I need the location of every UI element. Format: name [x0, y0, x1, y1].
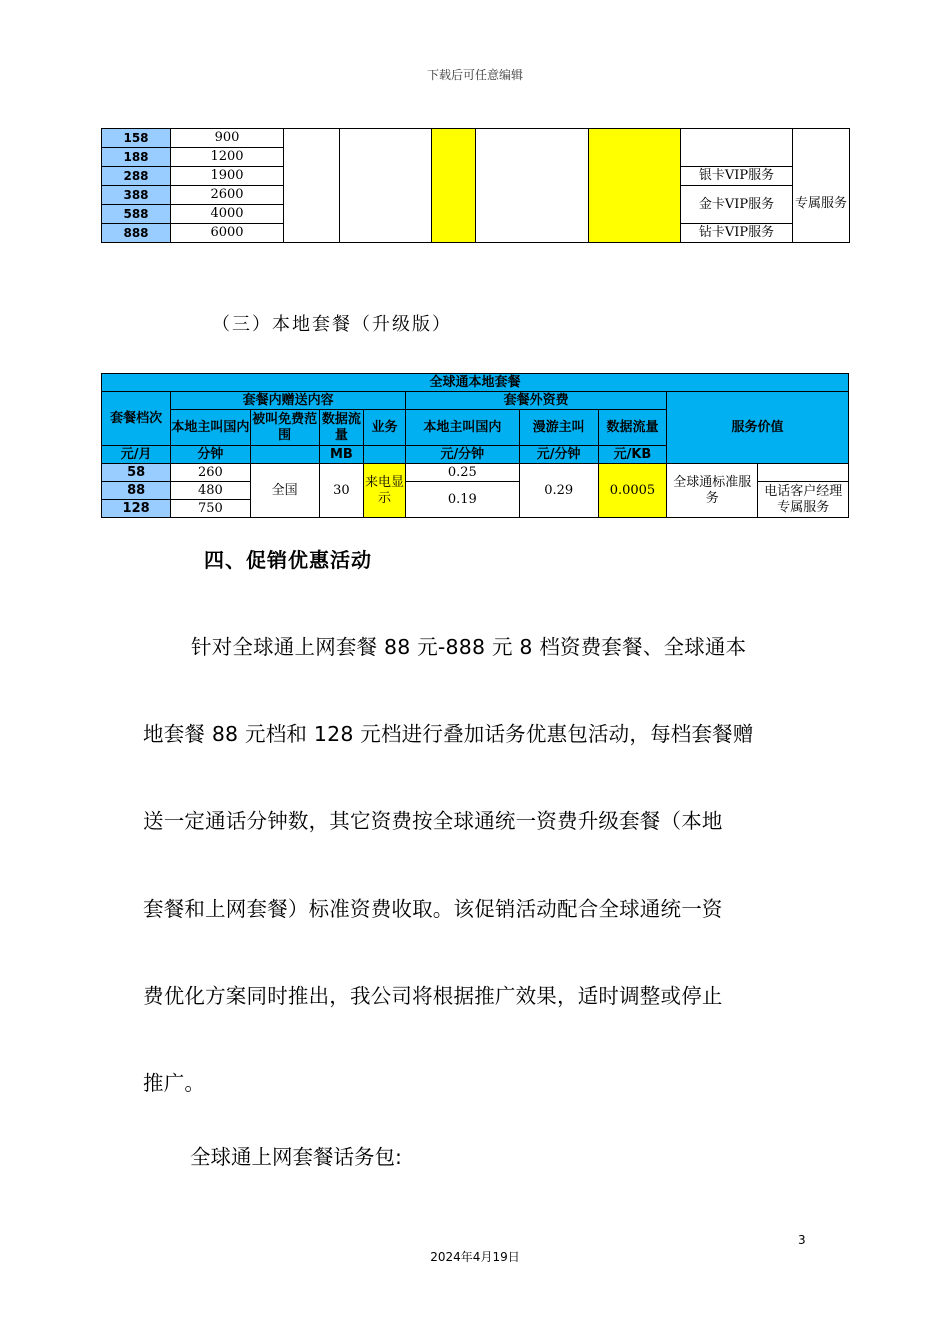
tier-header: 套餐档次 [102, 392, 171, 446]
extra-header: 套餐外资费 [406, 392, 667, 410]
roaming-rate-cell: 0.29 [519, 464, 598, 518]
value-cell: 1200 [171, 148, 284, 167]
tier-cell: 58 [102, 464, 171, 482]
tier-cell: 128 [102, 500, 171, 518]
header-note: 下载后可任意编辑 [426, 68, 523, 82]
table-title: 全球通本地套餐 [102, 374, 849, 392]
section-title: （三）本地套餐（升级版） [212, 314, 452, 335]
exclusive-service-cell: 专属服务 [793, 167, 850, 243]
paragraph-line: 地套餐 88 元档和 128 元档进行叠加话务优惠包活动，每档套餐赠 [143, 722, 754, 746]
grade-cell: 188 [102, 148, 171, 167]
page-number: 3 [798, 1233, 806, 1247]
free-incoming-header: 被叫免费范围 [250, 410, 319, 446]
minutes-unit: 分钟 [171, 446, 250, 464]
local-call-header: 本地主叫国内 [171, 410, 250, 446]
minutes-cell: 750 [171, 500, 250, 518]
caller-id-cell: 来电显示 [363, 464, 405, 518]
grade-cell: 588 [102, 205, 171, 224]
data-rate-cell: 0.0005 [598, 464, 666, 518]
value-cell: 900 [171, 129, 284, 148]
business-header: 业务 [363, 410, 405, 446]
paragraph-line: 针对全球通上网套餐 88 元-888 元 8 档资费套餐、全球通本 [191, 635, 747, 659]
diamond-vip-cell: 钻卡VIP服务 [681, 224, 793, 243]
extra-local-call-header: 本地主叫国内 [406, 410, 519, 446]
standard-service-cell: 全球通标准服务 [667, 464, 758, 518]
mb-unit: MB [319, 446, 363, 464]
paragraph-line: 送一定通话分钟数，其它资费按全球通统一资费升级套餐（本地 [143, 809, 723, 833]
value-cell: 6000 [171, 224, 284, 243]
grade-cell: 288 [102, 167, 171, 186]
paragraph-line: 推广。 [143, 1071, 206, 1095]
service-value-header: 服务价值 [667, 392, 849, 464]
footer-date: 2024年4月19日 [430, 1250, 520, 1264]
extra-local-unit: 元/分钟 [406, 446, 519, 464]
free-range-cell: 全国 [250, 464, 319, 518]
roaming-call-header: 漫游主叫 [519, 410, 598, 446]
gold-vip-cell: 金卡VIP服务 [681, 186, 793, 224]
extra-data-header: 数据流量 [598, 410, 666, 446]
tier-unit: 元/月 [102, 446, 171, 464]
data-mb-cell: 30 [319, 464, 363, 518]
local-rate-other-cell: 0.19 [406, 482, 519, 518]
minutes-cell: 480 [171, 482, 250, 500]
value-cell: 2600 [171, 186, 284, 205]
paragraph-line: 费优化方案同时推出，我公司将根据推广效果，适时调整或停止 [143, 984, 723, 1008]
section-heading: 四、促销优惠活动 [204, 548, 372, 572]
value-cell: 1900 [171, 167, 284, 186]
minutes-cell: 260 [171, 464, 250, 482]
tier-cell: 88 [102, 482, 171, 500]
included-header: 套餐内赠送内容 [171, 392, 406, 410]
kb-unit: 元/KB [598, 446, 666, 464]
grade-cell: 388 [102, 186, 171, 205]
data-header: 数据流量 [319, 410, 363, 446]
silver-vip-cell: 银卡VIP服务 [681, 167, 793, 186]
subheading: 全球通上网套餐话务包: [190, 1145, 402, 1169]
paragraph-line: 套餐和上网套餐）标准资费收取。该促销活动配合全球通统一资 [143, 897, 723, 921]
manager-service-cell: 电话客户经理专属服务 [758, 482, 849, 518]
grade-cell: 888 [102, 224, 171, 243]
value-cell: 4000 [171, 205, 284, 224]
local-rate-58-cell: 0.25 [406, 464, 519, 482]
roaming-unit: 元/分钟 [519, 446, 598, 464]
grade-cell: 158 [102, 129, 171, 148]
